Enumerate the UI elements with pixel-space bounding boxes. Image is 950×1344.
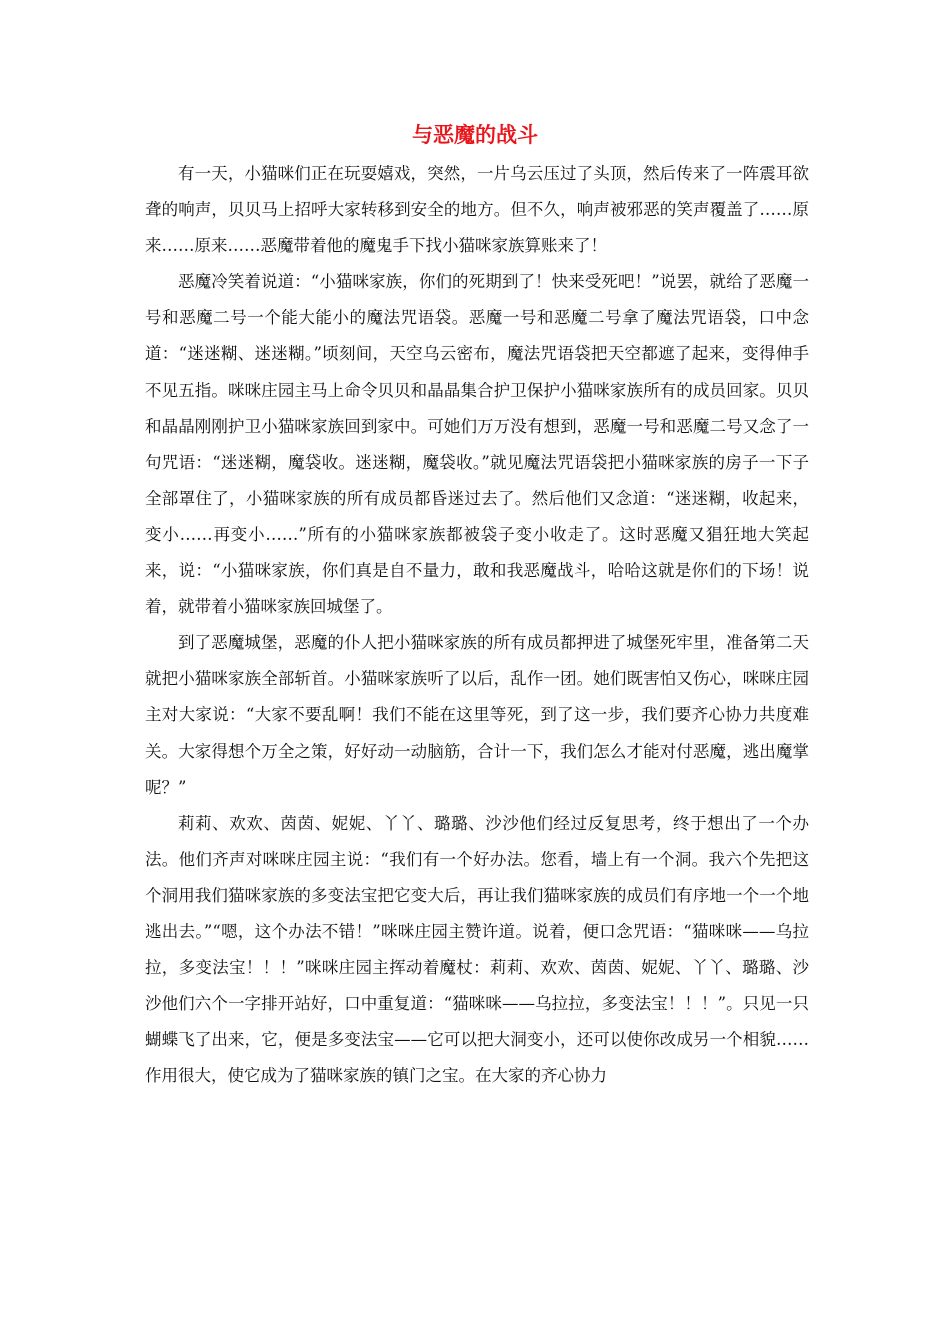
document-body — [145, 156, 809, 1094]
document-title: 与恶魔的战斗 — [412, 122, 538, 147]
paragraph-4: 莉莉、欢欢、茵茵、妮妮、丫丫、璐璐、沙沙他们经过反复思考，终于想出了一个办法。他们齐声对咪咪庄园主说：“我们有一个好办法。您看，墙上有一个洞。我六个先把这个洞用我们猫咪家族的多变法宝把它变大后，再让我们猫咪家族的成员们有序地一个一个地逃出去。”“嗯，这个办法不错！”咪咪庄园主赞许道。说着，便口念咒语：“猫咪咪——乌拉拉，多变法宝！！！”咪咪庄园主挥动着魔杖：莉莉、欢欢、茵茵、妮妮、丫丫、璐璐、沙沙他们六个一字排开站好，口中重复道：“猫咪咪——乌拉拉，多变法宝！！！”。只见一只蝴蝶飞了出来，它，便是多变法宝——它可以把大洞变小，还可以使你改成另一个相貌……作用很大，使它成为了猫咪家族的镇门之宝。在大家的齐心协力 — [145, 813, 809, 1086]
paragraph-1: 有一天，小猫咪们正在玩耍嬉戏，突然，一片乌云压过了头顶，然后传来了一阵震耳欲聋的响声，贝贝马上招呼大家转移到安全的地方。但不久，响声被邪恶的笑声覆盖了……原来……原来……恶魔带着他的魔鬼手下找小猫咪家族算账来了！ — [145, 164, 809, 256]
paragraph-3: 到了恶魔城堡，恶魔的仆人把小猫咪家族的所有成员都押进了城堡死牢里，准备第二天就把小猫咪家族全部斩首。小猫咪家族听了以后，乱作一团。她们既害怕又伤心，咪咪庄园主对大家说：“大家不要乱啊！我们不能在这里等死，到了这一步，我们要齐心协力共度难关。大家得想个万全之策，好好动一动脑筋，合计一下，我们怎么才能对付恶魔，逃出魔掌呢？” — [145, 633, 809, 797]
paragraph-2: 恶魔冷笑着说道：“小猫咪家族，你们的死期到了！快来受死吧！”说罢，就给了恶魔一号和恶魔二号一个能大能小的魔法咒语袋。恶魔一号和恶魔二号拿了魔法咒语袋，口中念道：“迷迷糊、迷迷糊。”顷刻间，天空乌云密布，魔法咒语袋把天空都遮了起来，变得伸手不见五指。咪咪庄园主马上命令贝贝和晶晶集合护卫保护小猫咪家族所有的成员回家。贝贝和晶晶刚刚护卫小猫咪家族回到家中。可她们万万没有想到，恶魔一号和恶魔二号又念了一句咒语：“迷迷糊，魔袋收。迷迷糊，魔袋收。”就见魔法咒语袋把小猫咪家族的房子一下子全部罩住了，小猫咪家族的所有成员都昏迷过去了。然后他们又念道：“迷迷糊，收起来，变小……再变小……”所有的小猫咪家族都被袋子变小收走了。这时恶魔又猖狂地大笑起来，说：“小猫咪家族，你们真是自不量力，敢和我恶魔战斗，哈哈这就是你们的下场！说着，就带着小猫咪家族回城堡了。 — [145, 272, 809, 617]
